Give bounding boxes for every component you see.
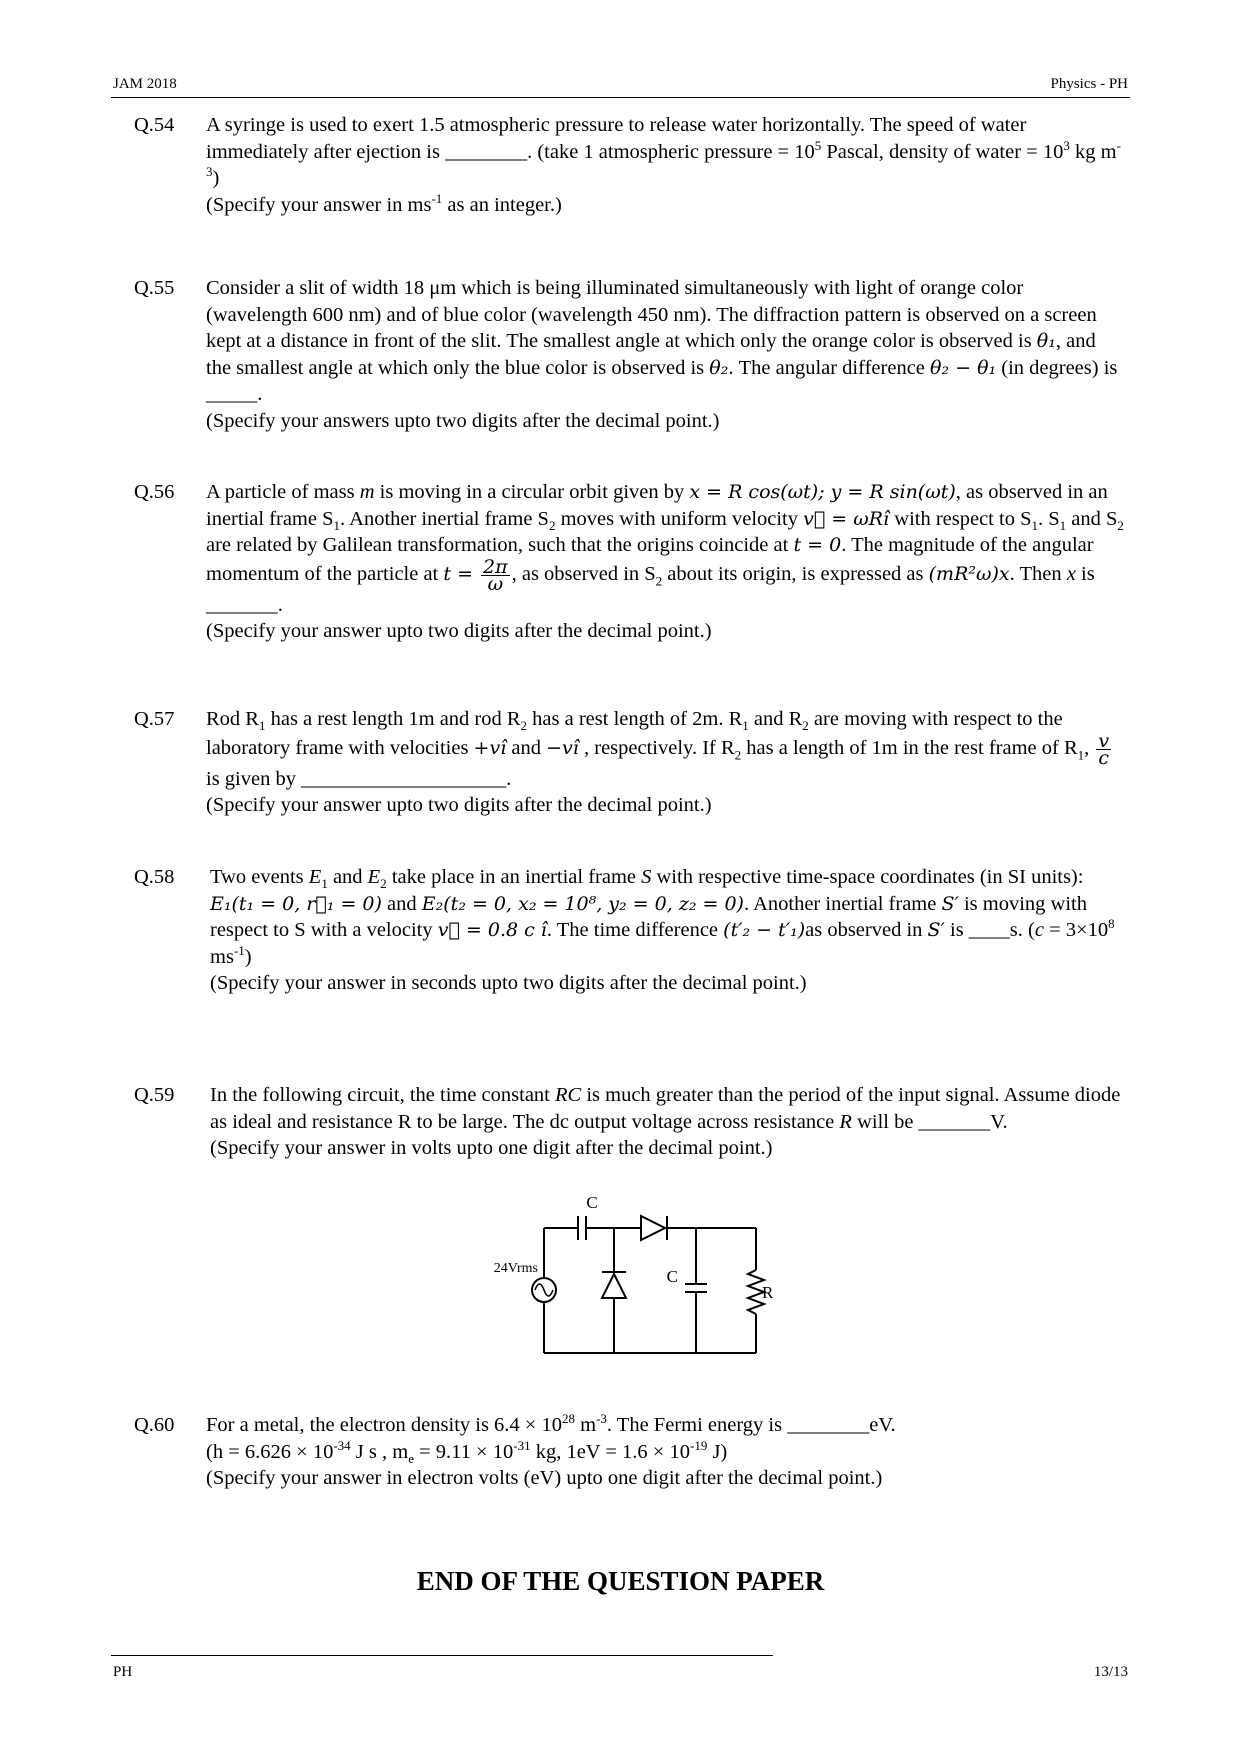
capacitor-2-label: C: [666, 1267, 678, 1286]
question-text: A syringe is used to exert 1.5 atmospheric pressure to release water horizontally. The speed of water immediately after ejection is ________. (take 1 atmospheric pressure = $10^5$ Pascal, density of water = $10^3$ kg $m^{-3}$) (Specify your answer in $ms^{-1}$ as an integer.): [206, 114, 1121, 216]
footer-rule: [111, 1655, 773, 1656]
circuit-diagram: [486, 1188, 786, 1368]
question-57: [134, 706, 1124, 819]
answer-spec: (Specify your answers upto two digits after the decimal point.): [206, 409, 720, 432]
question-number: Q.54: [134, 114, 175, 136]
answer-spec: (Specify your answer upto two digits after the decimal point.): [206, 620, 712, 642]
page-number: 13/13: [1093, 1664, 1128, 1680]
footer-subject-code: PH: [113, 1664, 133, 1680]
capacitor-1-label: C: [586, 1193, 598, 1212]
answer-spec: (Specify your answer in electron volts (eV) upto one digit after the decimal point.): [206, 1467, 883, 1489]
question-text: For a metal, the electron density is $6.4 \times 10^{28}$ $m^{-3}$. The Fermi energy is ________eV. ($h = 6.626 \times 10^{-34}$ J s , $m_e = 9.11 \times 10^{-31}$ kg, $1eV = 1.6 \times 10^{-19}$ J) (Specify your answer in electron volts (eV) upto one digit after the decimal point.): [206, 1411, 896, 1489]
diode-series: [641, 1216, 667, 1240]
resistor-label: R: [762, 1283, 774, 1302]
question-number: Q.58: [134, 866, 175, 888]
header-exam-name: JAM 2018: [113, 76, 177, 92]
answer-spec: (Specify your answer in volts upto one digit after the decimal point.): [210, 1137, 773, 1159]
question-59: [134, 1082, 1124, 1162]
question-text: Two events $E_1$ and $E_2$ take place in an inertial frame S with respective time-space coordinates (in SI units): E₁(t₁ = 0, r⃗₁ = 0) and E₂(t₂ = 0, x₂ = 10⁸, y₂ = 0, z₂ = 0). Another inertial frame S′ is moving with respect to S with a velocity v⃗ = 0.8 c î. The time difference (t′₂ − t′₁)as observed in S′ is ____s. ($c = 3\times 10^8$ $ms^{-1}$) (Specify your answer in seconds upto two digits after the decimal point.): [210, 866, 1115, 994]
question-text: Rod $R_1$ has a rest length 1m and rod $R_2$ has a rest length of 2m. $R_1$ and $R_2$ are moving with respect to the laboratory frame with velocities +vî and −vî , respectively. If $R_2$ has a length of 1m in the rest frame of $R_1$, $\frac{v}{c}$ is given by ____________________. (Specify your answer upto two digits after the decimal point.): [206, 708, 1110, 816]
question-54: [134, 112, 1124, 218]
question-text: A particle of mass m is moving in a circular orbit given by x = R cos(ωt); y = R sin(ωt), as observed in an inertial frame $S_1$. Another inertial frame $S_2$ moves with uniform velocity v⃗ = ωRî with respect to $S_1$. $S_1$ and $S_2$ are related by Galilean transformation, such that the origins coincide at t = 0. The magnitude of the angular momentum of the particle at t = $\frac{2\pi}{\omega}$ , as observed in $S_2$ about its origin, is expressed as (mR²ω)x. Then x is _______. (Specify your answer upto two digits after the decimal point.): [206, 481, 1124, 642]
fraction-v-over-c: $\frac{v}{c}$: [1098, 729, 1110, 769]
question-56: [134, 479, 1124, 645]
answer-spec: (Specify your answer in seconds upto two digits after the decimal point.): [210, 972, 807, 994]
question-58: [134, 864, 1124, 997]
question-60: [134, 1412, 1124, 1492]
question-number: Q.60: [134, 1414, 175, 1436]
header-subject: Physics - PH: [1050, 76, 1128, 92]
question-number: Q.57: [134, 708, 175, 730]
question-text: In the following circuit, the time constant RC is much greater than the period of the input signal. Assume diode as ideal and resistance R to be large. The dc output voltage across resistance R will be _______V. (Specify your answer in volts upto one digit after the decimal point.): [210, 1084, 1121, 1159]
header-rule: [111, 97, 1130, 98]
source-label: 24Vrms: [493, 1261, 538, 1276]
question-text: Consider a slit of width 18 μm which is being illuminated simultaneously with light of orange color (wavelength 600 nm) and of blue color (wavelength 450 nm). The diffraction pattern is observed on a screen kept at a distance in front of the slit. The smallest angle at which only the orange color is observed is θ₁, and the smallest angle at which only the blue color is observed is θ₂. The angular difference θ₂ − θ₁ (in degrees) is _____. (Specify your answers upto two digits after the decimal point.): [206, 277, 1118, 432]
question-55: [134, 275, 1124, 434]
answer-spec: (Specify your answer in ms: [206, 193, 432, 216]
answer-spec: (Specify your answer upto two digits after the decimal point.): [206, 794, 712, 816]
ac-source: [532, 1278, 556, 1302]
question-number: Q.55: [134, 277, 175, 299]
end-of-paper-heading: END OF THE QUESTION PAPER: [416, 1566, 825, 1596]
diode-shunt: [602, 1272, 626, 1298]
fraction-2pi-over-omega: $\frac{2\pi}{\omega}$: [483, 555, 508, 595]
question-number: Q.56: [134, 481, 175, 503]
question-number: Q.59: [134, 1084, 175, 1106]
